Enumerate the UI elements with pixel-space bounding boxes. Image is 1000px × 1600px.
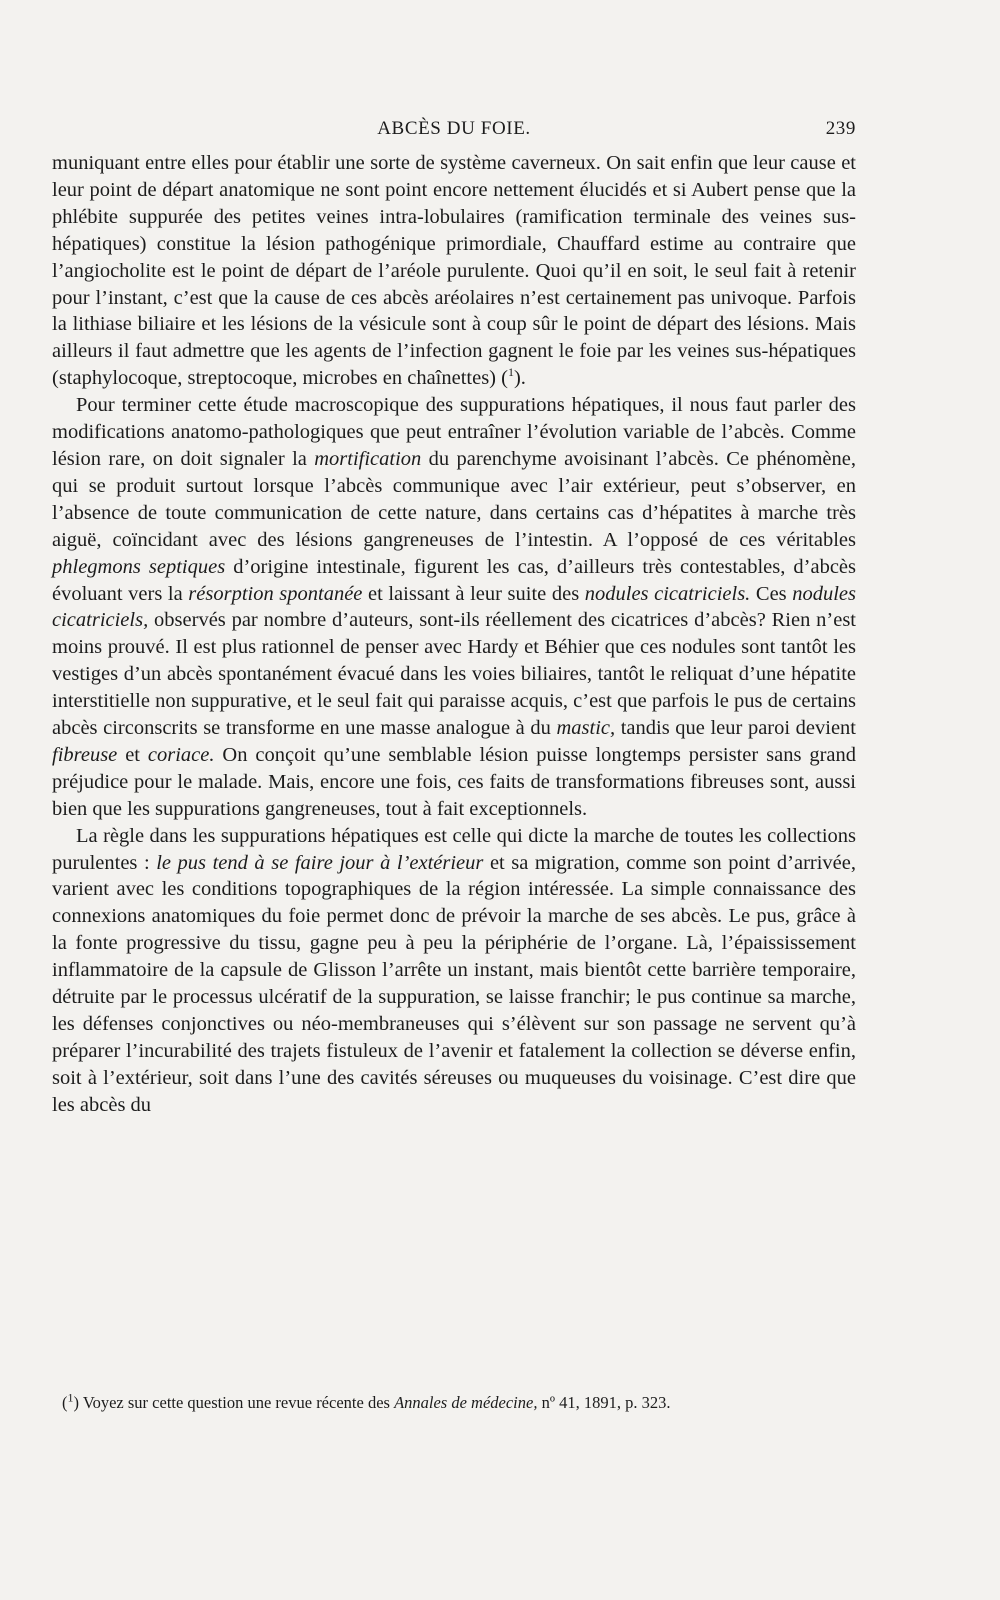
text-run: muniquant entre elles pour établir une sorte de système caverneux. On sait enfin que leur cause et leur point de départ anatomique ne sont point encore nettement élucidés et si Aubert pense que la phlébite suppurée des petites veines intra-lobulaires (ramification terminale des veines sus-hépatiques) constitue la lésion pathogénique primordiale, Chauffard estime au contraire que l’angiocholite est le point de départ de l’aréole purulente. Quoi qu’il en soit, le seul fait à retenir pour l’instant, c’est que la cause de ces abcès aréolaires n’est certainement pas univoque. Parfois la lithiase biliaire et les lésions de la vésicule sont à coup sûr le point de départ des lésions. Mais ailleurs il faut admettre que les agents de l’infection gagnent le foie par les veines sus-hépatiques (staphylocoque, streptocoque, microbes en chaînettes) (: [52, 152, 856, 390]
text-run: On conçoit qu’une semblable lésion puisse longtemps persister sans grand préjudice pour le malade. Mais, encore une fois, ces faits de transformations fibreuses sont, aussi bien que les suppurations gangreneuses, tout à fait exceptionnels.: [52, 743, 857, 820]
text-run: du parenchyme avoisinant l’abcès. Ce phénomène, qui se produit surtout lorsque l’abcès communique avec l’air extérieur, peut s’observer, en l’absence de toute communication de cette nature, dans certains cas d’hépatites à marche très aiguë, coïncidant avec des lésions gangreneuses de l’intestin. A l’opposé de ces véritables: [52, 447, 856, 551]
text-run: tandis que leur paroi devient: [615, 717, 856, 740]
text-run: Ces: [750, 582, 793, 605]
paragraph: [52, 823, 856, 1119]
italic-text: Annales de médecine,: [394, 1393, 538, 1412]
italic-text: mortification: [314, 447, 422, 470]
footnote: [62, 1390, 856, 1413]
body-text: [52, 150, 856, 1119]
italic-text: nodules cicatriciels.: [584, 582, 751, 605]
text-run: ) Voyez sur cette question une revue récente des: [73, 1393, 395, 1412]
text-run: La règle dans les suppurations hépatiques est celle qui dicte la marche de toutes les collections purulentes :: [52, 824, 856, 874]
paragraph: [52, 392, 856, 823]
text-run: et laissant à leur suite des: [362, 582, 585, 605]
text-run: observés par nombre d’auteurs, sont-ils réellement des cicatrices d’abcès? Rien n’est moins prouvé. Il est plus rationnel de penser avec Hardy et Béhier que ces nodules sont tantôt les vestiges d’un abcès spontanément évacué dans les voies biliaires, tantôt le reliquat d’une hépatite interstitielle non suppurative, et le seul fait qui paraisse acquis, c’est que parfois le pus de certains abcès circonscrits se transforme en une masse analogue à du: [52, 609, 856, 740]
text-run: nº 41, 1891, p. 323.: [537, 1393, 671, 1412]
paragraph: [52, 150, 856, 392]
italic-text: nodules cicatriciels,: [52, 582, 856, 632]
footnote-marker: 1: [67, 1390, 74, 1405]
italic-text: mastic,: [556, 717, 616, 740]
footnote-marker: 1: [507, 365, 514, 380]
text-run: Pour terminer cette étude macroscopique des suppurations hépatiques, il nous faut parler des modifications anatomo-pathologiques que peut entraîner l’évolution variable de l’abcès. Comme lésion rare, on doit signaler la: [52, 394, 856, 470]
page-number: 239: [825, 118, 856, 139]
italic-text: fibreuse: [52, 743, 118, 766]
text-run: d’origine intestinale, figurent les cas, d’ailleurs très contestables, d’abcès évoluant vers la: [52, 555, 856, 605]
italic-text: résorption spontanée: [188, 582, 363, 605]
text-run: et: [117, 743, 148, 766]
text-run: ).: [513, 367, 526, 390]
running-title: ABCÈS DU FOIE.: [377, 118, 531, 139]
italic-text: le pus tend à se faire jour à l’extérieur: [156, 851, 484, 874]
text-run: (: [62, 1393, 68, 1412]
text-run: et sa migration, comme son point d’arrivée, varient avec les conditions topographiques de la région intéressée. La simple connaissance des connexions anatomiques du foie permet donc de prévoir la marche de ses abcès. Le pus, grâce à la fonte progressive du tissu, gagne peu à peu la périphérie de l’organe. Là, l’épaississement inflammatoire de la capsule de Glisson l’arrête un instant, mais bientôt cette barrière temporaire, détruite par le processus ulcératif de la suppuration, se laisse franchir; le pus continue sa marche, les défenses conjonctives ou néo-membraneuses qui s’élèvent sur son passage ne servent qu’à préparer l’incurabilité des trajets fistuleux de l’avenir et fatalement la collection se déverse enfin, soit à l’extérieur, soit dans l’une des cavités séreuses ou muqueuses du voisinage. C’est dire que les abcès du: [52, 851, 856, 1116]
italic-text: coriace.: [147, 743, 215, 766]
running-header: [52, 118, 856, 144]
italic-text: phlegmons septiques: [52, 555, 226, 578]
